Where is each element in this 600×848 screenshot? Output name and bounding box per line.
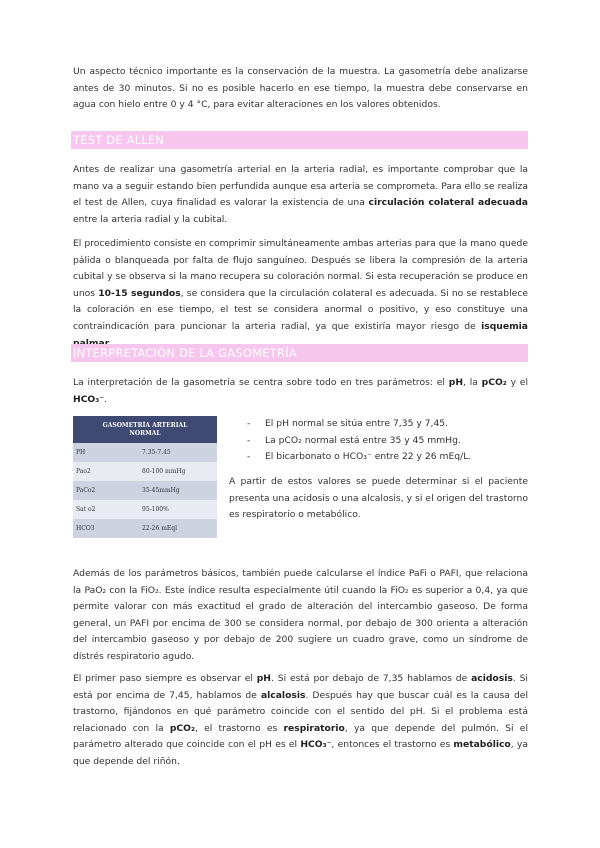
text-run: El procedimiento consiste en comprimir simultáneamente ambas arterias para que la mano quede pálida o blanqueada por falta de flujo sanguíneo. Después se libera la compresión de la arteria cubital y se observa si la mano recupera su coloración normal. Si esta recuperación se produce en unos <box>73 238 528 299</box>
table-row <box>73 462 217 481</box>
bold-ph: pH <box>256 673 272 684</box>
paragraph-sample-conservation <box>73 64 528 114</box>
paragraph-first-step <box>73 671 528 771</box>
bold-hco3: HCO₃⁻ <box>73 393 105 405</box>
bold-seconds: 10-15 segundos <box>98 287 181 299</box>
header-line: NORMAL <box>129 429 161 437</box>
table-cell-param: HCO3 <box>73 519 139 538</box>
table-cell-value: 22-26 mEql <box>139 519 217 538</box>
table-cell-param: Sat o2 <box>73 500 139 519</box>
paragraph-acidosis-alkalosis <box>229 474 528 524</box>
table-row <box>73 481 217 500</box>
table-cell-value: 95-100% <box>139 500 217 519</box>
bold-acidosis: acidosis <box>471 673 513 684</box>
list-item: - El pH normal se sitúa entre 7,35 y 7,45. <box>247 416 471 433</box>
text-run: . Después hay que buscar cuál es la causa del trastorno, fijándonos en qué parámetro coincide con el sentido del pH. Si el problema está relacionado con la <box>73 689 528 734</box>
table-header <box>73 416 217 443</box>
bold-metabolic: metabólico <box>453 739 511 751</box>
bold-hco3: HCO₃⁻ <box>300 739 332 751</box>
table-cell-value: 80-100 mmHg <box>139 462 217 481</box>
normal-gas-table <box>73 416 217 538</box>
header-line: GASOMETRÍA ARTERIAL <box>102 421 188 429</box>
paragraph-allen-intro <box>73 162 528 228</box>
table-cell-param: PH <box>73 443 139 462</box>
text-run: El primer paso siempre es observar el <box>73 673 257 684</box>
text-run: , el trastorno es <box>195 722 284 734</box>
list-item: - La pCO₂ normal está entre 35 y 45 mmHg. <box>247 433 471 450</box>
text-run: entre la arteria radial y la cubital. <box>73 213 228 225</box>
table-header-row <box>73 416 217 443</box>
bold-pco2: pCO₂ <box>481 377 507 388</box>
paragraph-text: A partir de estos valores se puede determinar si el paciente presenta una acidosis o una alcalosis, y si el origen del trastorno es respiratorio o metabólico. <box>229 476 528 521</box>
paragraph-allen-procedure <box>73 236 528 352</box>
text-run: . Si está por encima de 7,45, hablamos de <box>73 673 528 701</box>
bold-alkalosis: alcalosis <box>260 689 306 701</box>
paragraph-text: Además de los parámetros básicos, también puede calcularse el índice PaFi o PAFI, que relaciona la PaO₂ con la FiO₂. Este índice resulta especialmente útil cuando la FiO₂ es superior a 0,4, ya que permite valorar con más exactitud el grado de alteración del intercambio gaseoso. De forma general, un PAFI por encima de 300 se considera normal, por debajo de 300 orienta a alteración del intercambio gaseoso y por debajo de 200 sugiere un cuadro grave, como un síndrome de distrés respiratorio agudo. <box>73 568 528 662</box>
text-run: , se considera que la circulación colateral es adecuada. Si no se restablece la coloración en ese tiempo, el test se considera anormal o positivo, y eso constituye una contraindicación para puncionar la arteria radial, ya que existiría mayor riesgo de <box>73 287 528 332</box>
text-run: . <box>104 393 108 405</box>
paragraph-pafi <box>73 566 528 666</box>
section-heading-allen: TEST DE ALLEN <box>71 131 528 149</box>
normal-ranges-list <box>247 416 471 466</box>
bold-ischemia: isquemia <box>481 320 528 332</box>
text-run: , ya que depende del pulmón. Si el parámetro alterado que coincide con el pH es el <box>73 722 529 751</box>
text-run: , entonces el trastorno es <box>331 739 454 751</box>
bold-ph: pH <box>448 377 464 388</box>
paragraph-parameters <box>73 375 528 408</box>
list-item: - El bicarbonato o HCO₃⁻ entre 22 y 26 mEq/L. <box>247 449 471 466</box>
table-cell-value: 35-45mmHg <box>139 481 217 500</box>
section-heading-interpretation: INTERPRETACIÓN DE LA GASOMETRÍA <box>71 344 528 362</box>
table-row <box>73 443 217 462</box>
table-cell-param: PaCo2 <box>73 481 139 500</box>
table-row <box>73 519 217 538</box>
text-run: y el <box>506 377 529 388</box>
text-run: , ya que depende del riñón. <box>73 739 528 767</box>
bold-collateral: circulación colateral adecuada <box>368 197 529 209</box>
table-row <box>73 500 217 519</box>
paragraph-text: Un aspecto técnico importante es la conservación de la muestra. La gasometría debe analizarse antes de 30 minutos. Si no es posible hacerlo en ese tiempo, la muestra debe conservarse en agua con hielo entre 0 y 4 °C, para evitar alteraciones en los valores obtenidos. <box>73 66 528 111</box>
text-run: . Si está por debajo de 7,35 hablamos de <box>271 673 472 684</box>
table-cell-value: 7.35-7.45 <box>139 443 217 462</box>
text-run: , la <box>463 377 482 388</box>
bold-pco2: pCO₂ <box>169 722 195 734</box>
text-run: Antes de realizar una gasometría arterial en la arteria radial, es importante comprobar que la mano va a seguir estando bien perfundida aunque esa arteria se comprometa. Para ello se realiza el test de Allen, cuya finalidad es valorar la existencia de una <box>73 164 528 209</box>
bold-respiratory: respiratorio <box>283 722 345 734</box>
text-run: La interpretación de la gasometría se centra sobre todo en tres parámetros: el <box>73 377 449 388</box>
table-cell-param: Pao2 <box>73 462 139 481</box>
